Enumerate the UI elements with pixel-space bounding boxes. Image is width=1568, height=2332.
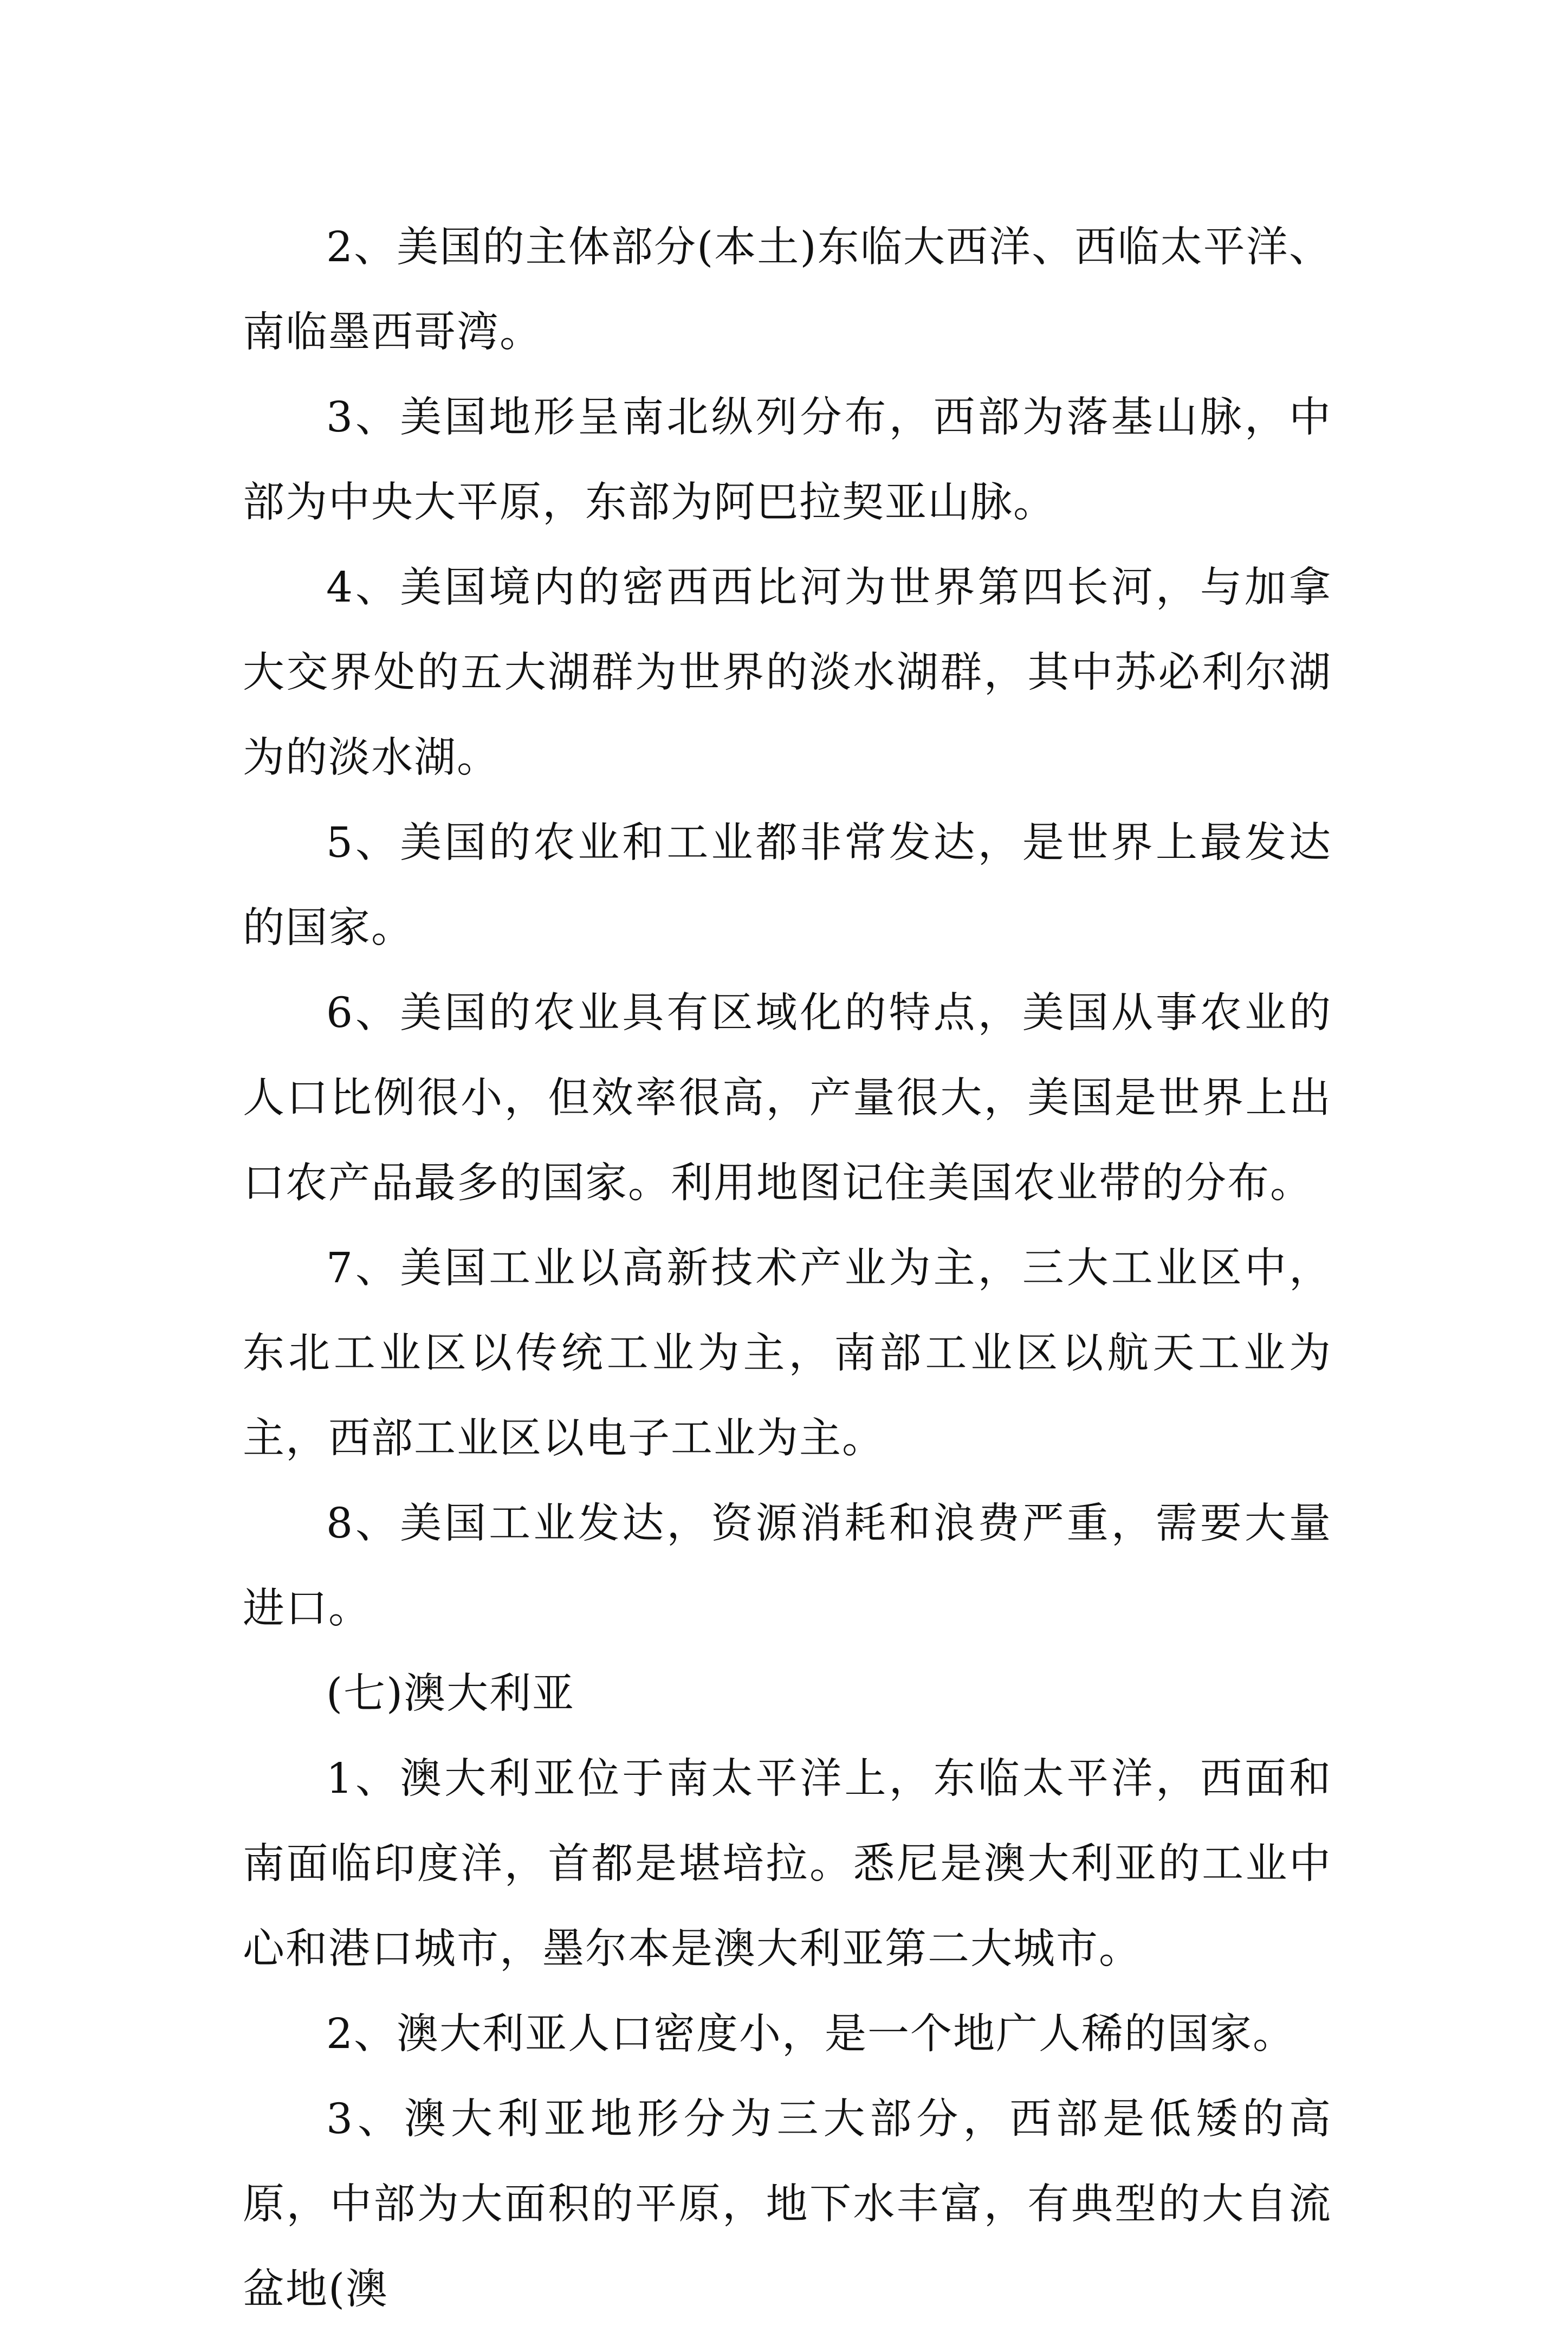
paragraph-us-agriculture: 6、美国的农业具有区域化的特点，美国从事农业的人口比例很小，但效率很高，产量很大，美国是世界上出口农产品最多的国家。利用地图记住美国农业带的分布。 bbox=[243, 989, 1332, 1207]
section-heading-australia: (七)澳大利亚 bbox=[326, 1670, 575, 1718]
paragraph-us-resources: 8、美国工业发达，资源消耗和浪费严重，需要大量进口。 bbox=[243, 1500, 1332, 1633]
paragraph-us-location: 2、美国的主体部分(本土)东临大西洋、西临太平洋、南临墨西哥湾。 bbox=[243, 223, 1332, 357]
document-body bbox=[243, 205, 1332, 2332]
paragraph-us-terrain: 3、美国地形呈南北纵列分布，西部为落基山脉，中部为中央大平原，东部为阿巴拉契亚山脉。 bbox=[243, 393, 1332, 527]
paragraph-australia-terrain: 3、澳大利亚地形分为三大部分，西部是低矮的高原，中部为大面积的平原，地下水丰富，有典型的大自流盆地(澳 bbox=[243, 2095, 1332, 2314]
paragraph-us-rivers-lakes: 4、美国境内的密西西比河为世界第四长河，与加拿大交界处的五大湖群为世界的淡水湖群，其中苏必利尔湖为的淡水湖。 bbox=[243, 564, 1332, 782]
paragraph-us-development: 5、美国的农业和工业都非常发达，是世界上最发达的国家。 bbox=[243, 819, 1332, 952]
paragraph-us-industry: 7、美国工业以高新技术产业为主，三大工业区中，东北工业区以传统工业为主，南部工业区以航天工业为主，西部工业区以电子工业为主。 bbox=[243, 1244, 1332, 1463]
paragraph-australia-population: 2、澳大利亚人口密度小，是一个地广人稀的国家。 bbox=[326, 2010, 1295, 2058]
paragraph-australia-location: 1、澳大利亚位于南太平洋上，东临太平洋，西面和南面临印度洋，首都是堪培拉。悉尼是澳大利亚的工业中心和港口城市，墨尔本是澳大利亚第二大城市。 bbox=[243, 1755, 1332, 1973]
